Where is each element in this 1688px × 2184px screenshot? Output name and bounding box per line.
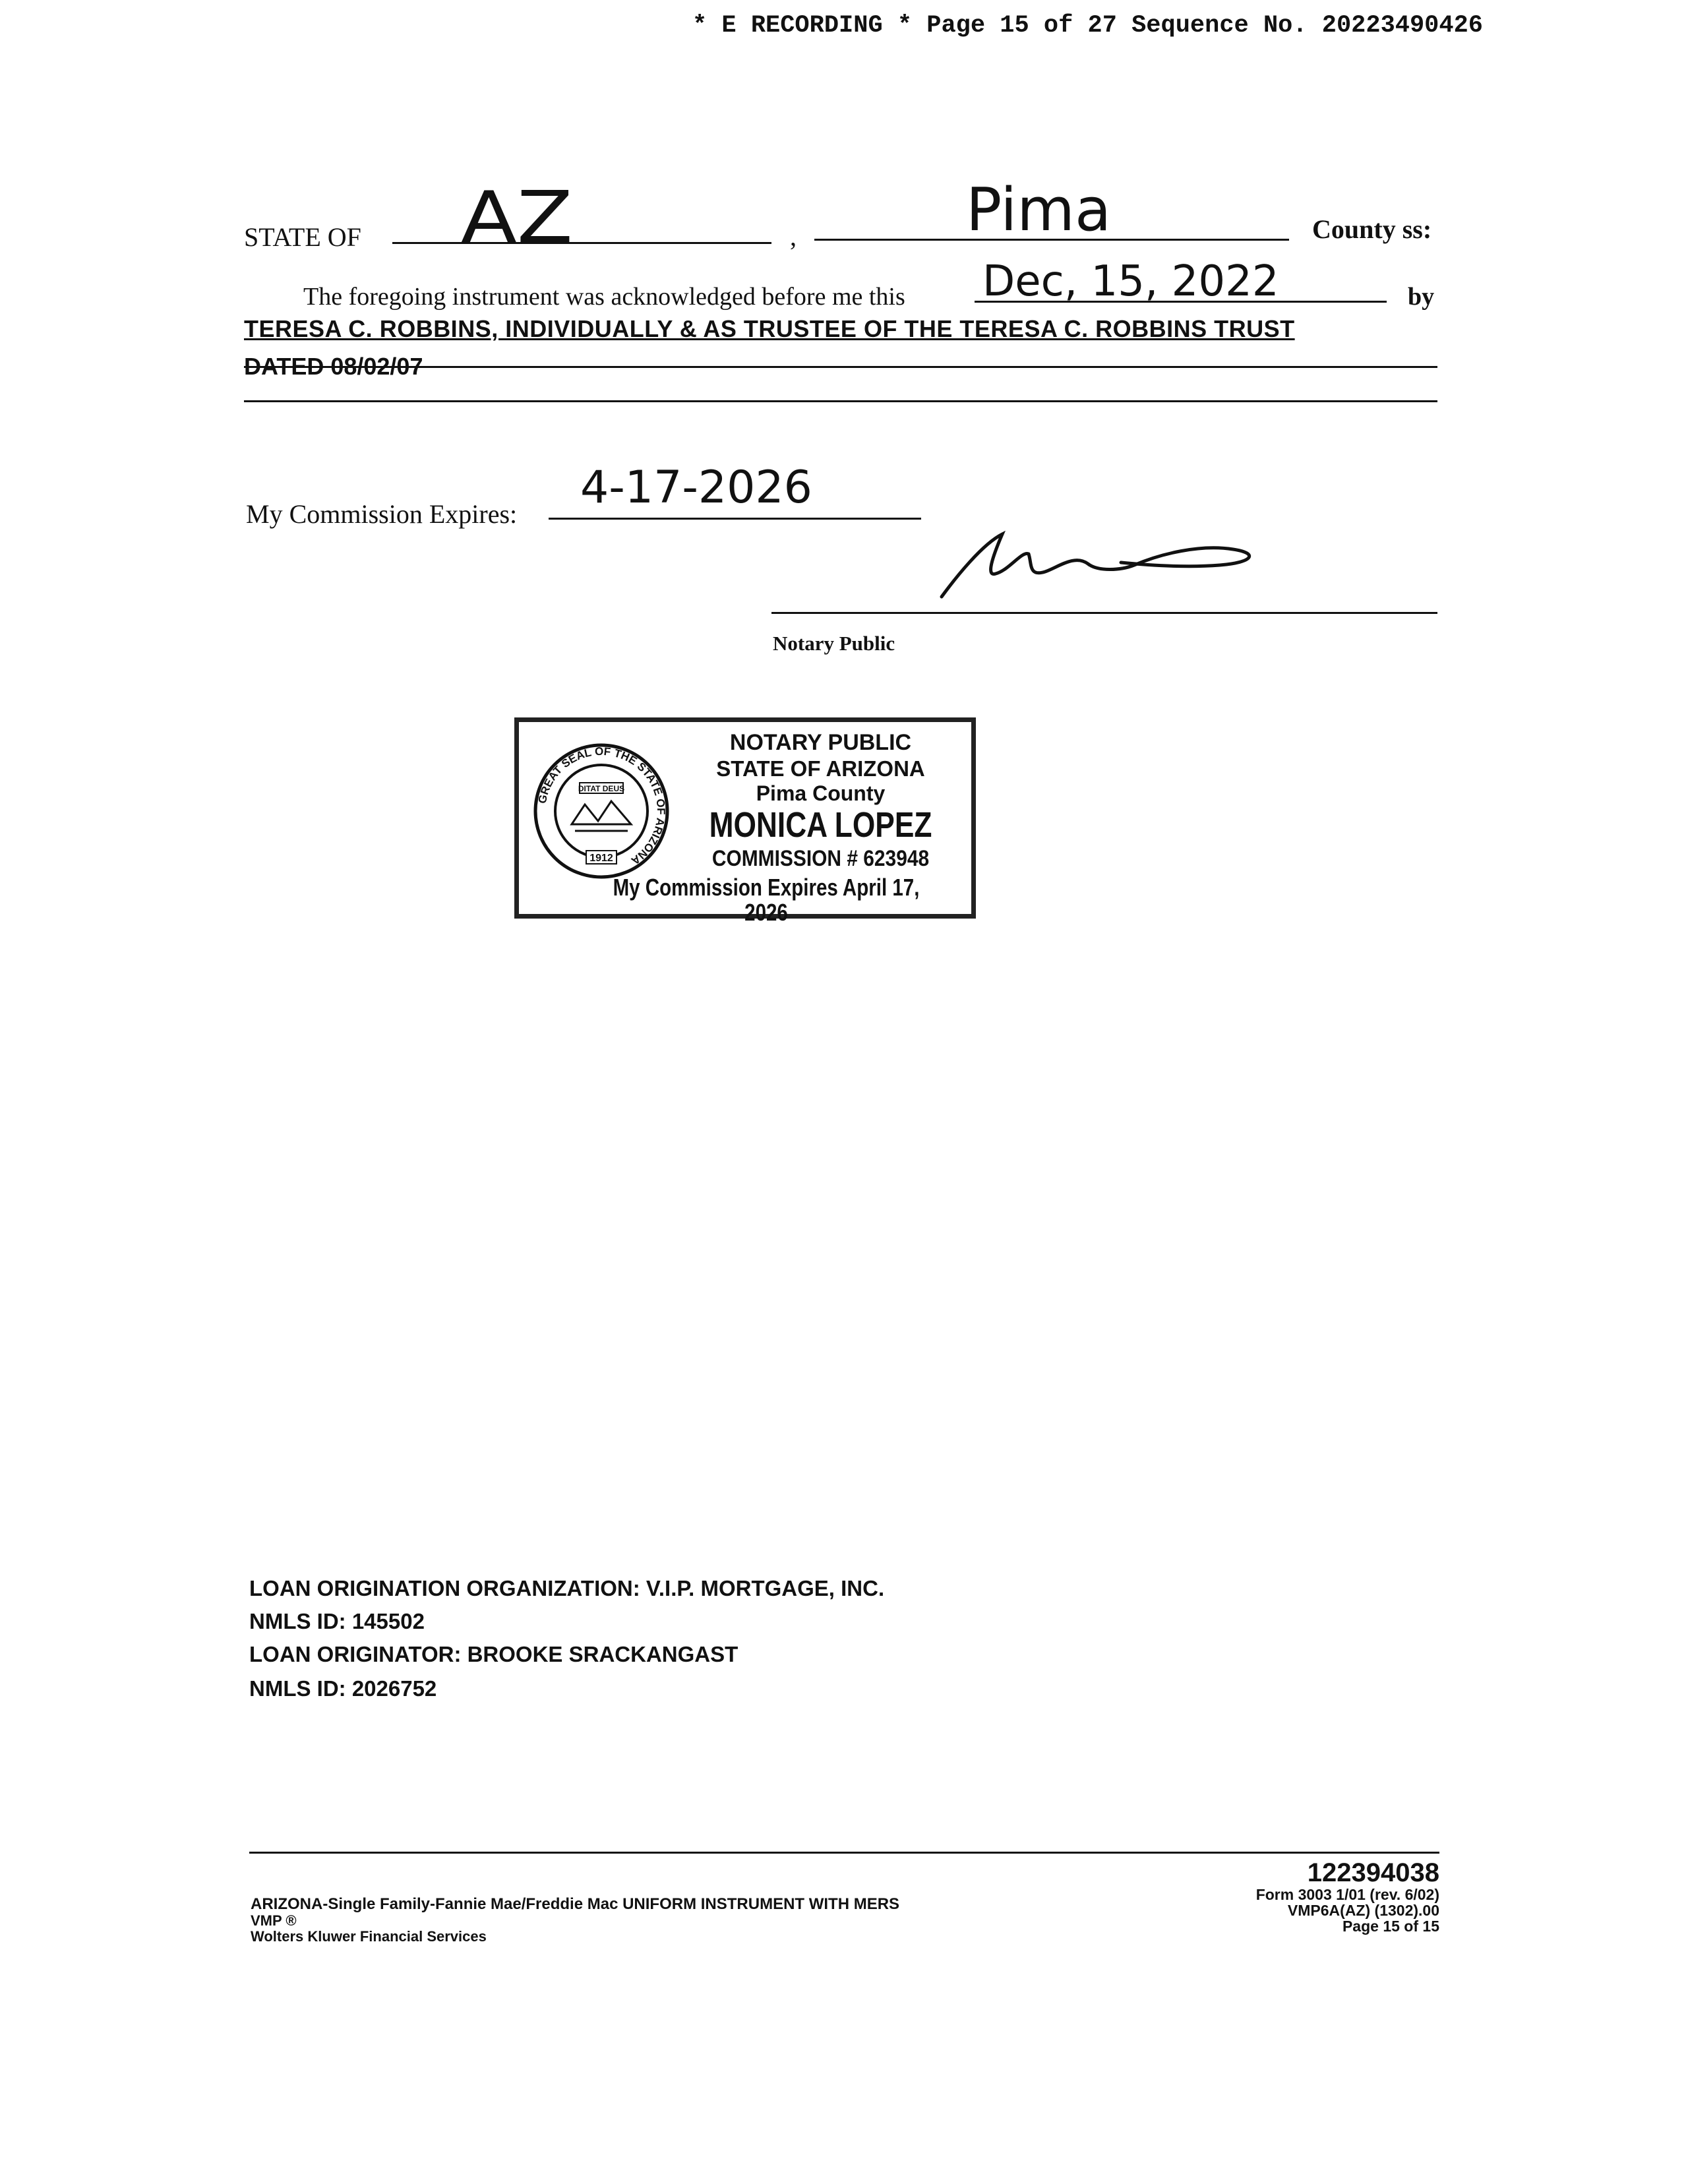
arizona-seal-icon xyxy=(532,742,671,880)
stamp-notary-public: NOTARY PUBLIC xyxy=(729,730,912,755)
state-handwritten-value: AZ xyxy=(460,177,573,259)
form-title: ARIZONA-Single Family-Fannie Mae/Freddie Mac UNIFORM INSTRUMENT WITH MERS xyxy=(251,1895,900,1913)
commission-label: My Commission Expires: xyxy=(246,499,518,529)
svg-text:1912: 1912 xyxy=(589,853,613,864)
form-code: VMP6A(AZ) (1302).00 xyxy=(1287,1902,1439,1919)
acknowledged-text: The foregoing instrument was acknowledged before me this xyxy=(303,283,905,311)
publisher: Wolters Kluwer Financial Services xyxy=(251,1928,487,1945)
commission-handwritten-value: 4-17-2026 xyxy=(580,462,812,514)
svg-text:DITAT DEUS: DITAT DEUS xyxy=(578,784,625,793)
organization-nmls-id: NMLS ID: 145502 xyxy=(249,1609,425,1633)
stamp-state: STATE OF ARIZONA xyxy=(716,756,925,781)
originator-nmls-id: NMLS ID: 2026752 xyxy=(249,1676,437,1701)
loan-origination-organization: LOAN ORIGINATION ORGANIZATION: V.I.P. MORTGAGE, INC. xyxy=(249,1576,885,1600)
county-label: County ss: xyxy=(1312,214,1432,244)
notary-public-label: Notary Public xyxy=(773,632,895,655)
notary-signature xyxy=(923,524,1292,617)
signer-underline xyxy=(244,366,1437,368)
date-handwritten-value: Dec, 15, 2022 xyxy=(982,257,1279,306)
blank-underline xyxy=(244,400,1437,402)
stamp-county: Pima County xyxy=(756,781,886,805)
stamp-notary-name: MONICA LOPEZ xyxy=(709,805,932,845)
state-label: STATE OF xyxy=(244,222,361,252)
page-number: Page 15 of 15 xyxy=(1342,1918,1439,1935)
recording-header: * E RECORDING * Page 15 of 27 Sequence No. 20223490426 xyxy=(692,12,1483,40)
loan-originator: LOAN ORIGINATOR: BROOKE SRACKANGAST xyxy=(249,1642,738,1666)
stamp-commission-number: COMMISSION # 623948 xyxy=(711,846,930,871)
state-underline xyxy=(392,242,771,244)
signer-line-2: DATED 08/02/07 xyxy=(244,353,423,380)
notary-signature-line xyxy=(771,612,1437,614)
footer-rule xyxy=(249,1852,1439,1854)
county-handwritten-value: Pima xyxy=(966,175,1112,245)
commission-underline xyxy=(549,518,921,520)
form-number: Form 3003 1/01 (rev. 6/02) xyxy=(1255,1886,1439,1903)
notary-stamp xyxy=(514,717,976,926)
vmp-mark: VMP ® xyxy=(251,1912,297,1929)
signer-line-1: TERESA C. ROBBINS, INDIVIDUALLY & AS TRUSTEE OF THE TERESA C. ROBBINS TRUST xyxy=(244,315,1295,342)
loan-number: 122394038 xyxy=(1307,1858,1439,1887)
svg-text:GREAT SEAL OF THE STATE OF ARI: GREAT SEAL OF THE STATE OF ARIZONA xyxy=(535,744,668,868)
comma-separator: , xyxy=(790,222,797,251)
by-label: by xyxy=(1408,283,1435,311)
stamp-commission-expires: My Commission Expires April 17, 2026 xyxy=(613,874,920,926)
